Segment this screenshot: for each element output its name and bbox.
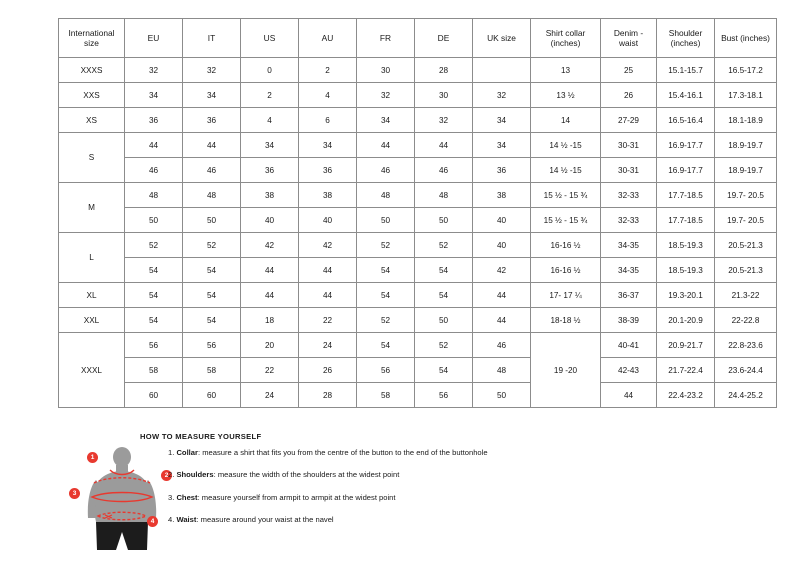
header-eu: EU (125, 19, 183, 58)
cell-denim-waist: 30-31 (601, 133, 657, 158)
cell-fr: 52 (357, 233, 415, 258)
cell-fr: 56 (357, 358, 415, 383)
table-row (59, 283, 777, 308)
header-de: DE (415, 19, 473, 58)
table-row (59, 358, 777, 383)
cell-uk-size: 40 (473, 233, 531, 258)
cell-us: 18 (241, 308, 299, 333)
cell-eu: 54 (125, 283, 183, 308)
cell-it: 50 (183, 208, 241, 233)
instruction-line (168, 470, 648, 480)
cell-de: 50 (415, 208, 473, 233)
cell-de: 56 (415, 383, 473, 408)
cell-it: 54 (183, 308, 241, 333)
cell-de: 46 (415, 158, 473, 183)
cell-international-size: S (59, 133, 125, 183)
cell-shoulder: 20.1-20.9 (657, 308, 715, 333)
instruction-line (168, 515, 648, 525)
cell-eu: 54 (125, 258, 183, 283)
cell-uk-size: 34 (473, 133, 531, 158)
table-row (59, 83, 777, 108)
cell-au: 6 (299, 108, 357, 133)
header-denim-waist: Denim - waist (601, 19, 657, 58)
cell-eu: 58 (125, 358, 183, 383)
cell-denim-waist: 34-35 (601, 233, 657, 258)
cell-shoulder: 17.7-18.5 (657, 208, 715, 233)
cell-international-size: XXS (59, 83, 125, 108)
table-row (59, 383, 777, 408)
cell-denim-waist: 34-35 (601, 258, 657, 283)
cell-bust: 20.5-21.3 (715, 233, 777, 258)
cell-shoulder: 18.5-19.3 (657, 233, 715, 258)
cell-denim-waist: 36-37 (601, 283, 657, 308)
table-row (59, 233, 777, 258)
cell-au: 4 (299, 83, 357, 108)
instruction-number: 2. (168, 470, 177, 480)
cell-uk-size: 36 (473, 158, 531, 183)
cell-denim-waist: 42-43 (601, 358, 657, 383)
cell-it: 60 (183, 383, 241, 408)
cell-uk-size: 34 (473, 108, 531, 133)
cell-de: 54 (415, 258, 473, 283)
cell-us: 34 (241, 133, 299, 158)
cell-bust: 20.5-21.3 (715, 258, 777, 283)
table-row (59, 183, 777, 208)
cell-au: 24 (299, 333, 357, 358)
header-au: AU (299, 19, 357, 58)
cell-fr: 54 (357, 258, 415, 283)
cell-shirt-collar: 13 (531, 58, 601, 83)
cell-shoulder: 17.7-18.5 (657, 183, 715, 208)
cell-uk-size: 42 (473, 258, 531, 283)
instruction-line (168, 448, 648, 458)
cell-denim-waist: 25 (601, 58, 657, 83)
cell-fr: 46 (357, 158, 415, 183)
cell-it: 44 (183, 133, 241, 158)
cell-shoulder: 16.5-16.4 (657, 108, 715, 133)
cell-au: 28 (299, 383, 357, 408)
size-table-container (58, 18, 770, 408)
cell-shirt-collar: 19 -20 (531, 333, 601, 408)
cell-international-size: L (59, 233, 125, 283)
cell-us: 20 (241, 333, 299, 358)
header-bust: Bust (inches) (715, 19, 777, 58)
cell-bust: 16.5-17.2 (715, 58, 777, 83)
cell-de: 44 (415, 133, 473, 158)
cell-de: 28 (415, 58, 473, 83)
cell-international-size: XXL (59, 308, 125, 333)
cell-bust: 18.9-19.7 (715, 158, 777, 183)
cell-shirt-collar: 17- 17 ¼ (531, 283, 601, 308)
cell-fr: 32 (357, 83, 415, 108)
cell-au: 34 (299, 133, 357, 158)
cell-us: 40 (241, 208, 299, 233)
instruction-number: 4. (168, 515, 177, 525)
instruction-number: 3. (168, 492, 177, 502)
cell-au: 44 (299, 258, 357, 283)
cell-eu: 46 (125, 158, 183, 183)
cell-shirt-collar: 14 ½ -15 (531, 133, 601, 158)
cell-bust: 24.4-25.2 (715, 383, 777, 408)
cell-uk-size: 44 (473, 308, 531, 333)
cell-shirt-collar: 15 ½ - 15 ¾ (531, 183, 601, 208)
cell-au: 40 (299, 208, 357, 233)
table-row (59, 108, 777, 133)
cell-fr: 58 (357, 383, 415, 408)
size-table-head (59, 19, 777, 58)
cell-us: 22 (241, 358, 299, 383)
figure-svg (72, 446, 182, 566)
cell-fr: 48 (357, 183, 415, 208)
cell-shirt-collar: 14 (531, 108, 601, 133)
measure-section-title: HOW TO MEASURE YOURSELF (140, 432, 262, 441)
cell-denim-waist: 32-33 (601, 183, 657, 208)
cell-bust: 22.8-23.6 (715, 333, 777, 358)
cell-fr: 44 (357, 133, 415, 158)
cell-au: 22 (299, 308, 357, 333)
cell-denim-waist: 40-41 (601, 333, 657, 358)
cell-international-size: XXXL (59, 333, 125, 408)
header-fr: FR (357, 19, 415, 58)
header-uk-size: UK size (473, 19, 531, 58)
cell-eu: 50 (125, 208, 183, 233)
cell-fr: 50 (357, 208, 415, 233)
cell-shoulder: 15.1-15.7 (657, 58, 715, 83)
header-international-size: International size (59, 19, 125, 58)
cell-shirt-collar: 16-16 ½ (531, 258, 601, 283)
cell-bust: 19.7- 20.5 (715, 208, 777, 233)
cell-it: 46 (183, 158, 241, 183)
instruction-number: 1. (168, 448, 177, 457)
cell-uk-size: 32 (473, 83, 531, 108)
cell-us: 4 (241, 108, 299, 133)
cell-it: 54 (183, 283, 241, 308)
cell-de: 48 (415, 183, 473, 208)
cell-uk-size: 48 (473, 358, 531, 383)
table-row (59, 333, 777, 358)
instruction-label: Collar (176, 448, 198, 457)
cell-shoulder: 19.3-20.1 (657, 283, 715, 308)
cell-uk-size: 38 (473, 183, 531, 208)
cell-shoulder: 15.4-16.1 (657, 83, 715, 108)
cell-de: 32 (415, 108, 473, 133)
badge-2-shoulders: 2 (161, 470, 172, 481)
cell-denim-waist: 26 (601, 83, 657, 108)
table-row (59, 133, 777, 158)
cell-us: 24 (241, 383, 299, 408)
cell-international-size: XS (59, 108, 125, 133)
cell-au: 36 (299, 158, 357, 183)
cell-de: 54 (415, 283, 473, 308)
cell-it: 54 (183, 258, 241, 283)
cell-us: 2 (241, 83, 299, 108)
size-table-body (59, 58, 777, 408)
table-row (59, 158, 777, 183)
cell-au: 2 (299, 58, 357, 83)
cell-eu: 52 (125, 233, 183, 258)
cell-de: 50 (415, 308, 473, 333)
cell-eu: 32 (125, 58, 183, 83)
cell-uk-size: 50 (473, 383, 531, 408)
cell-bust: 17.3-18.1 (715, 83, 777, 108)
cell-bust: 18.9-19.7 (715, 133, 777, 158)
cell-eu: 34 (125, 83, 183, 108)
cell-shirt-collar: 16-16 ½ (531, 233, 601, 258)
badge-1-collar: 1 (87, 452, 98, 463)
cell-denim-waist: 38-39 (601, 308, 657, 333)
cell-us: 36 (241, 158, 299, 183)
cell-shoulder: 16.9-17.7 (657, 158, 715, 183)
cell-uk-size: 44 (473, 283, 531, 308)
header-shoulder: Shoulder (inches) (657, 19, 715, 58)
cell-uk-size (473, 58, 531, 83)
cell-eu: 54 (125, 308, 183, 333)
cell-denim-waist: 32-33 (601, 208, 657, 233)
instruction-text: : measure around your waist at the navel (196, 515, 334, 525)
table-row (59, 308, 777, 333)
cell-shoulder: 18.5-19.3 (657, 258, 715, 283)
instruction-line (168, 493, 648, 503)
cell-fr: 52 (357, 308, 415, 333)
header-shirt-collar: Shirt collar (inches) (531, 19, 601, 58)
cell-shirt-collar: 14 ½ -15 (531, 158, 601, 183)
header-us: US (241, 19, 299, 58)
cell-au: 38 (299, 183, 357, 208)
cell-eu: 48 (125, 183, 183, 208)
instruction-label: Shoulders (176, 470, 214, 480)
cell-eu: 44 (125, 133, 183, 158)
cell-de: 52 (415, 233, 473, 258)
cell-eu: 60 (125, 383, 183, 408)
cell-international-size: M (59, 183, 125, 233)
cell-it: 58 (183, 358, 241, 383)
table-row (59, 208, 777, 233)
cell-us: 38 (241, 183, 299, 208)
cell-international-size: XL (59, 283, 125, 308)
cell-au: 44 (299, 283, 357, 308)
badge-3-chest: 3 (69, 488, 80, 499)
cell-shoulder: 22.4-23.2 (657, 383, 715, 408)
cell-us: 44 (241, 283, 299, 308)
cell-au: 26 (299, 358, 357, 383)
table-row (59, 258, 777, 283)
cell-bust: 23.6-24.4 (715, 358, 777, 383)
size-table (58, 18, 777, 408)
cell-au: 42 (299, 233, 357, 258)
cell-shoulder: 20.9-21.7 (657, 333, 715, 358)
cell-us: 42 (241, 233, 299, 258)
cell-fr: 54 (357, 333, 415, 358)
table-header-row (59, 19, 777, 58)
cell-eu: 36 (125, 108, 183, 133)
instruction-label: Waist (176, 515, 197, 525)
cell-it: 36 (183, 108, 241, 133)
header-it: IT (183, 19, 241, 58)
cell-us: 0 (241, 58, 299, 83)
cell-denim-waist: 27-29 (601, 108, 657, 133)
cell-bust: 19.7- 20.5 (715, 183, 777, 208)
cell-de: 52 (415, 333, 473, 358)
cell-uk-size: 46 (473, 333, 531, 358)
instruction-text: : measure a shirt that fits you from the centre of the button to the end of the buttonhole (197, 448, 488, 457)
cell-fr: 34 (357, 108, 415, 133)
cell-it: 56 (183, 333, 241, 358)
instruction-text: : measure yourself from armpit to armpit at the widest point (197, 492, 396, 502)
measure-instructions-list (168, 448, 648, 537)
body-figure-illustration (72, 446, 182, 566)
cell-denim-waist: 44 (601, 383, 657, 408)
cell-bust: 22-22.8 (715, 308, 777, 333)
cell-bust: 18.1-18.9 (715, 108, 777, 133)
cell-de: 54 (415, 358, 473, 383)
cell-bust: 21.3-22 (715, 283, 777, 308)
table-row (59, 58, 777, 83)
cell-shoulder: 21.7-22.4 (657, 358, 715, 383)
cell-fr: 30 (357, 58, 415, 83)
cell-uk-size: 40 (473, 208, 531, 233)
cell-fr: 54 (357, 283, 415, 308)
cell-shirt-collar: 18-18 ½ (531, 308, 601, 333)
cell-shirt-collar: 13 ½ (531, 83, 601, 108)
cell-de: 30 (415, 83, 473, 108)
cell-it: 52 (183, 233, 241, 258)
cell-eu: 56 (125, 333, 183, 358)
cell-shirt-collar: 15 ½ - 15 ¾ (531, 208, 601, 233)
cell-denim-waist: 30-31 (601, 158, 657, 183)
badge-4-waist: 4 (147, 516, 158, 527)
instruction-text: : measure the width of the shoulders at the widest point (213, 470, 400, 480)
cell-it: 32 (183, 58, 241, 83)
cell-us: 44 (241, 258, 299, 283)
instruction-label: Chest (176, 492, 198, 502)
cell-it: 48 (183, 183, 241, 208)
cell-shoulder: 16.9-17.7 (657, 133, 715, 158)
cell-international-size: XXXS (59, 58, 125, 83)
cell-it: 34 (183, 83, 241, 108)
